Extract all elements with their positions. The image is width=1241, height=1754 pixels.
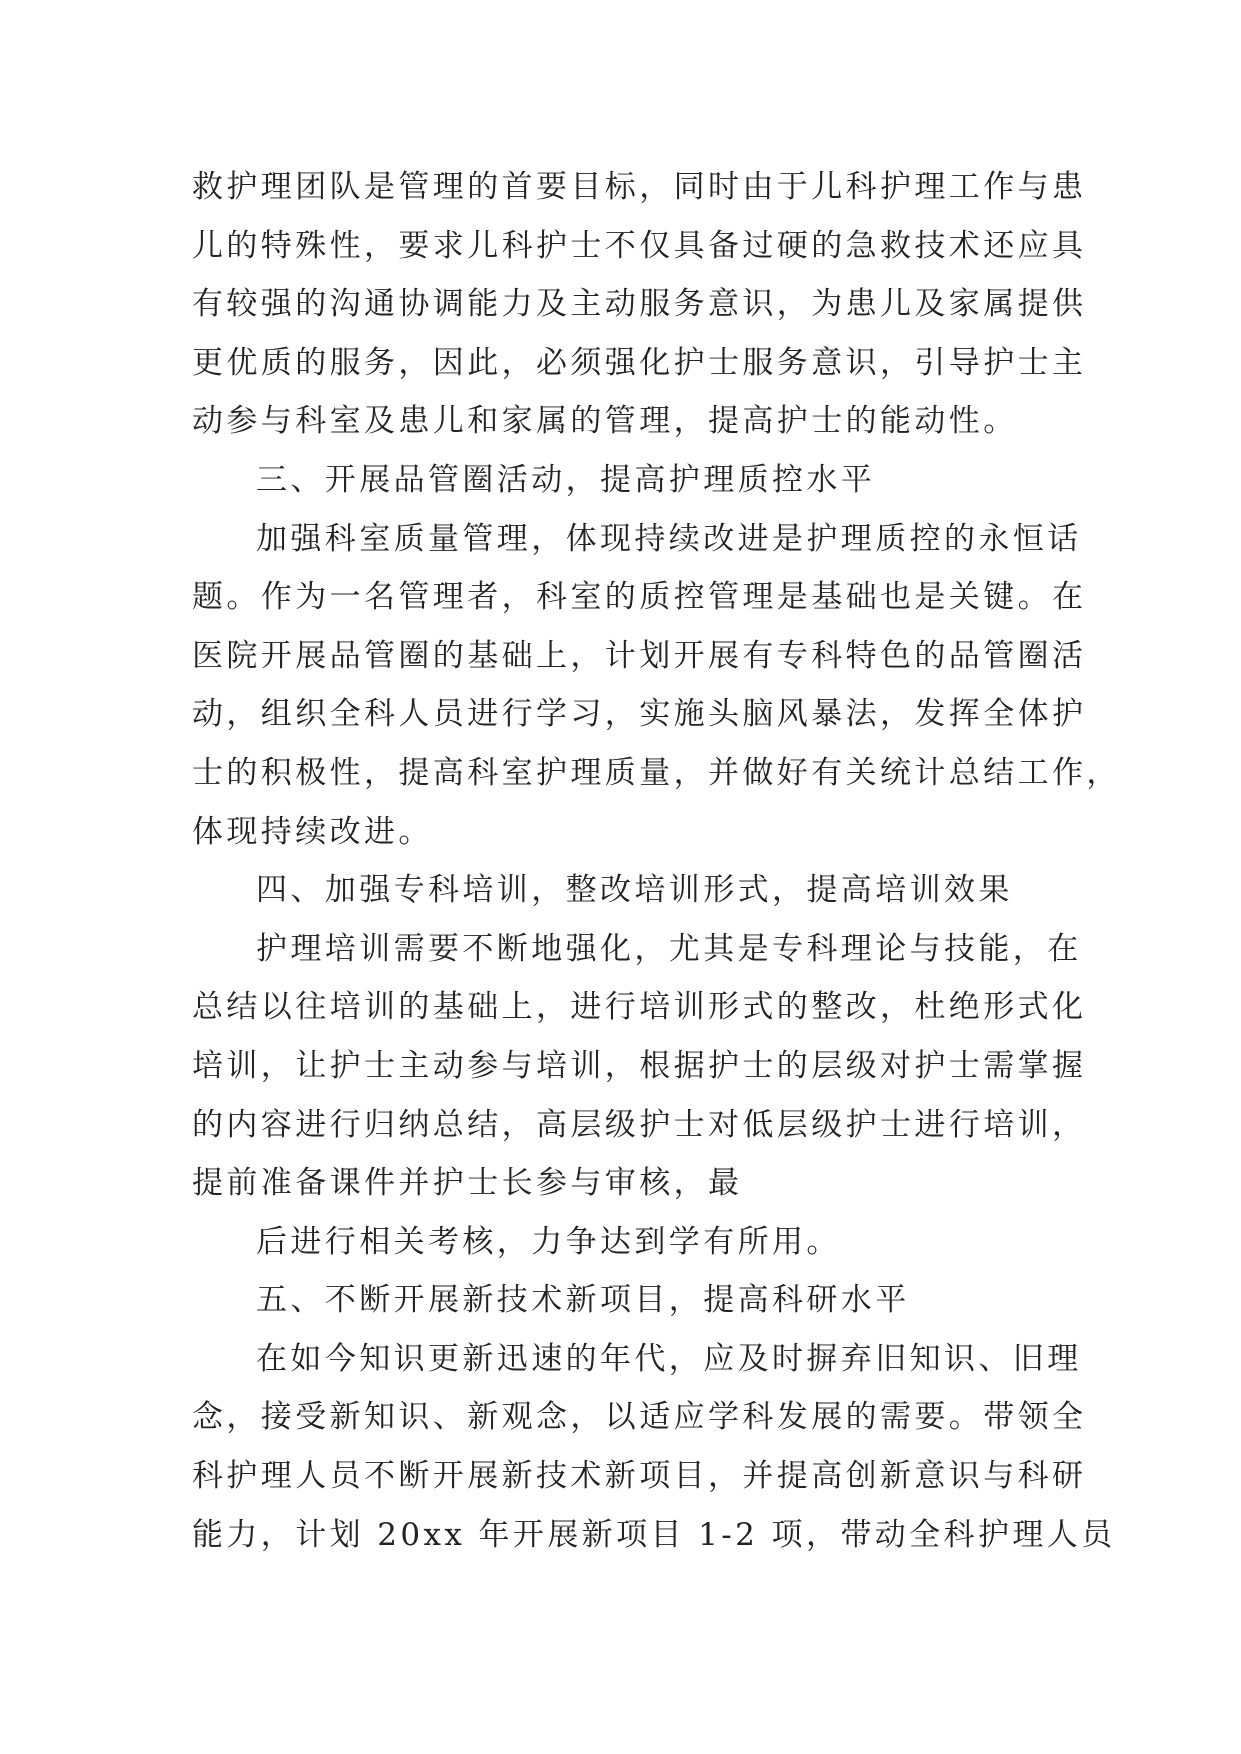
paragraph-start-line: 护理培训需要不断地强化，尤其是专科理论与技能，在 bbox=[256, 930, 1082, 967]
text-line: 有较强的沟通协调能力及主动服务意识，为患儿及家属提供 bbox=[192, 286, 1087, 323]
paragraph-start-line: 后进行相关考核，力争达到学有所用。 bbox=[256, 1223, 841, 1260]
text-line: 体现持续改进。 bbox=[192, 813, 433, 850]
text-line: 救护理团队是管理的首要目标，同时由于儿科护理工作与患 bbox=[192, 169, 1087, 205]
text-line: 提前准备课件并护士长参与审核，最 bbox=[192, 1165, 743, 1202]
section-heading: 四、加强专科培训，整改培训形式，提高培训效果 bbox=[256, 872, 1013, 909]
text-line: 儿的特殊性，要求儿科护士不仅具备过硬的急救技术还应具 bbox=[192, 227, 1087, 264]
text-line: 能力，计划 20xx 年开展新项目 1-2 项，带动全科护理人员 bbox=[192, 1516, 1116, 1553]
section-heading: 五、不断开展新技术新项目，提高科研水平 bbox=[256, 1282, 910, 1319]
text-line: 总结以往培训的基础上，进行培训形式的整改，杜绝形式化 bbox=[192, 989, 1087, 1026]
text-line: 医院开展品管圈的基础上，计划开展有专科特色的品管圈活 bbox=[192, 637, 1087, 674]
text-line: 科护理人员不断开展新技术新项目，并提高创新意识与科研 bbox=[192, 1458, 1087, 1495]
body-text bbox=[192, 158, 1121, 1564]
text-line: 培训，让护士主动参与培训，根据护士的层级对护士需掌握 bbox=[192, 1047, 1087, 1084]
text-line: 动参与科室及患儿和家属的管理，提高护士的能动性。 bbox=[192, 403, 1018, 440]
text-line: 题。作为一名管理者，科室的质控管理是基础也是关键。在 bbox=[192, 579, 1087, 616]
section-heading: 三、开展品管圈活动，提高护理质控水平 bbox=[256, 461, 876, 498]
text-line: 动，组织全科人员进行学习，实施头脑风暴法，发挥全体护 bbox=[192, 696, 1087, 733]
text-line: 更优质的服务，因此，必须强化护士服务意识，引导护士主 bbox=[192, 344, 1087, 381]
text-line: 念，接受新知识、新观念，以适应学科发展的需要。带领全 bbox=[192, 1399, 1087, 1436]
text-line: 的内容进行归纳总结，高层级护士对低层级护士进行培训， bbox=[192, 1106, 1087, 1143]
paragraph-start-line: 在如今知识更新迅速的年代，应及时摒弃旧知识、旧理 bbox=[256, 1340, 1082, 1377]
text-line: 士的积极性，提高科室护理质量，并做好有关统计总结工作， bbox=[192, 754, 1121, 791]
paragraph-start-line: 加强科室质量管理，体现持续改进是护理质控的永恒话 bbox=[256, 520, 1082, 557]
